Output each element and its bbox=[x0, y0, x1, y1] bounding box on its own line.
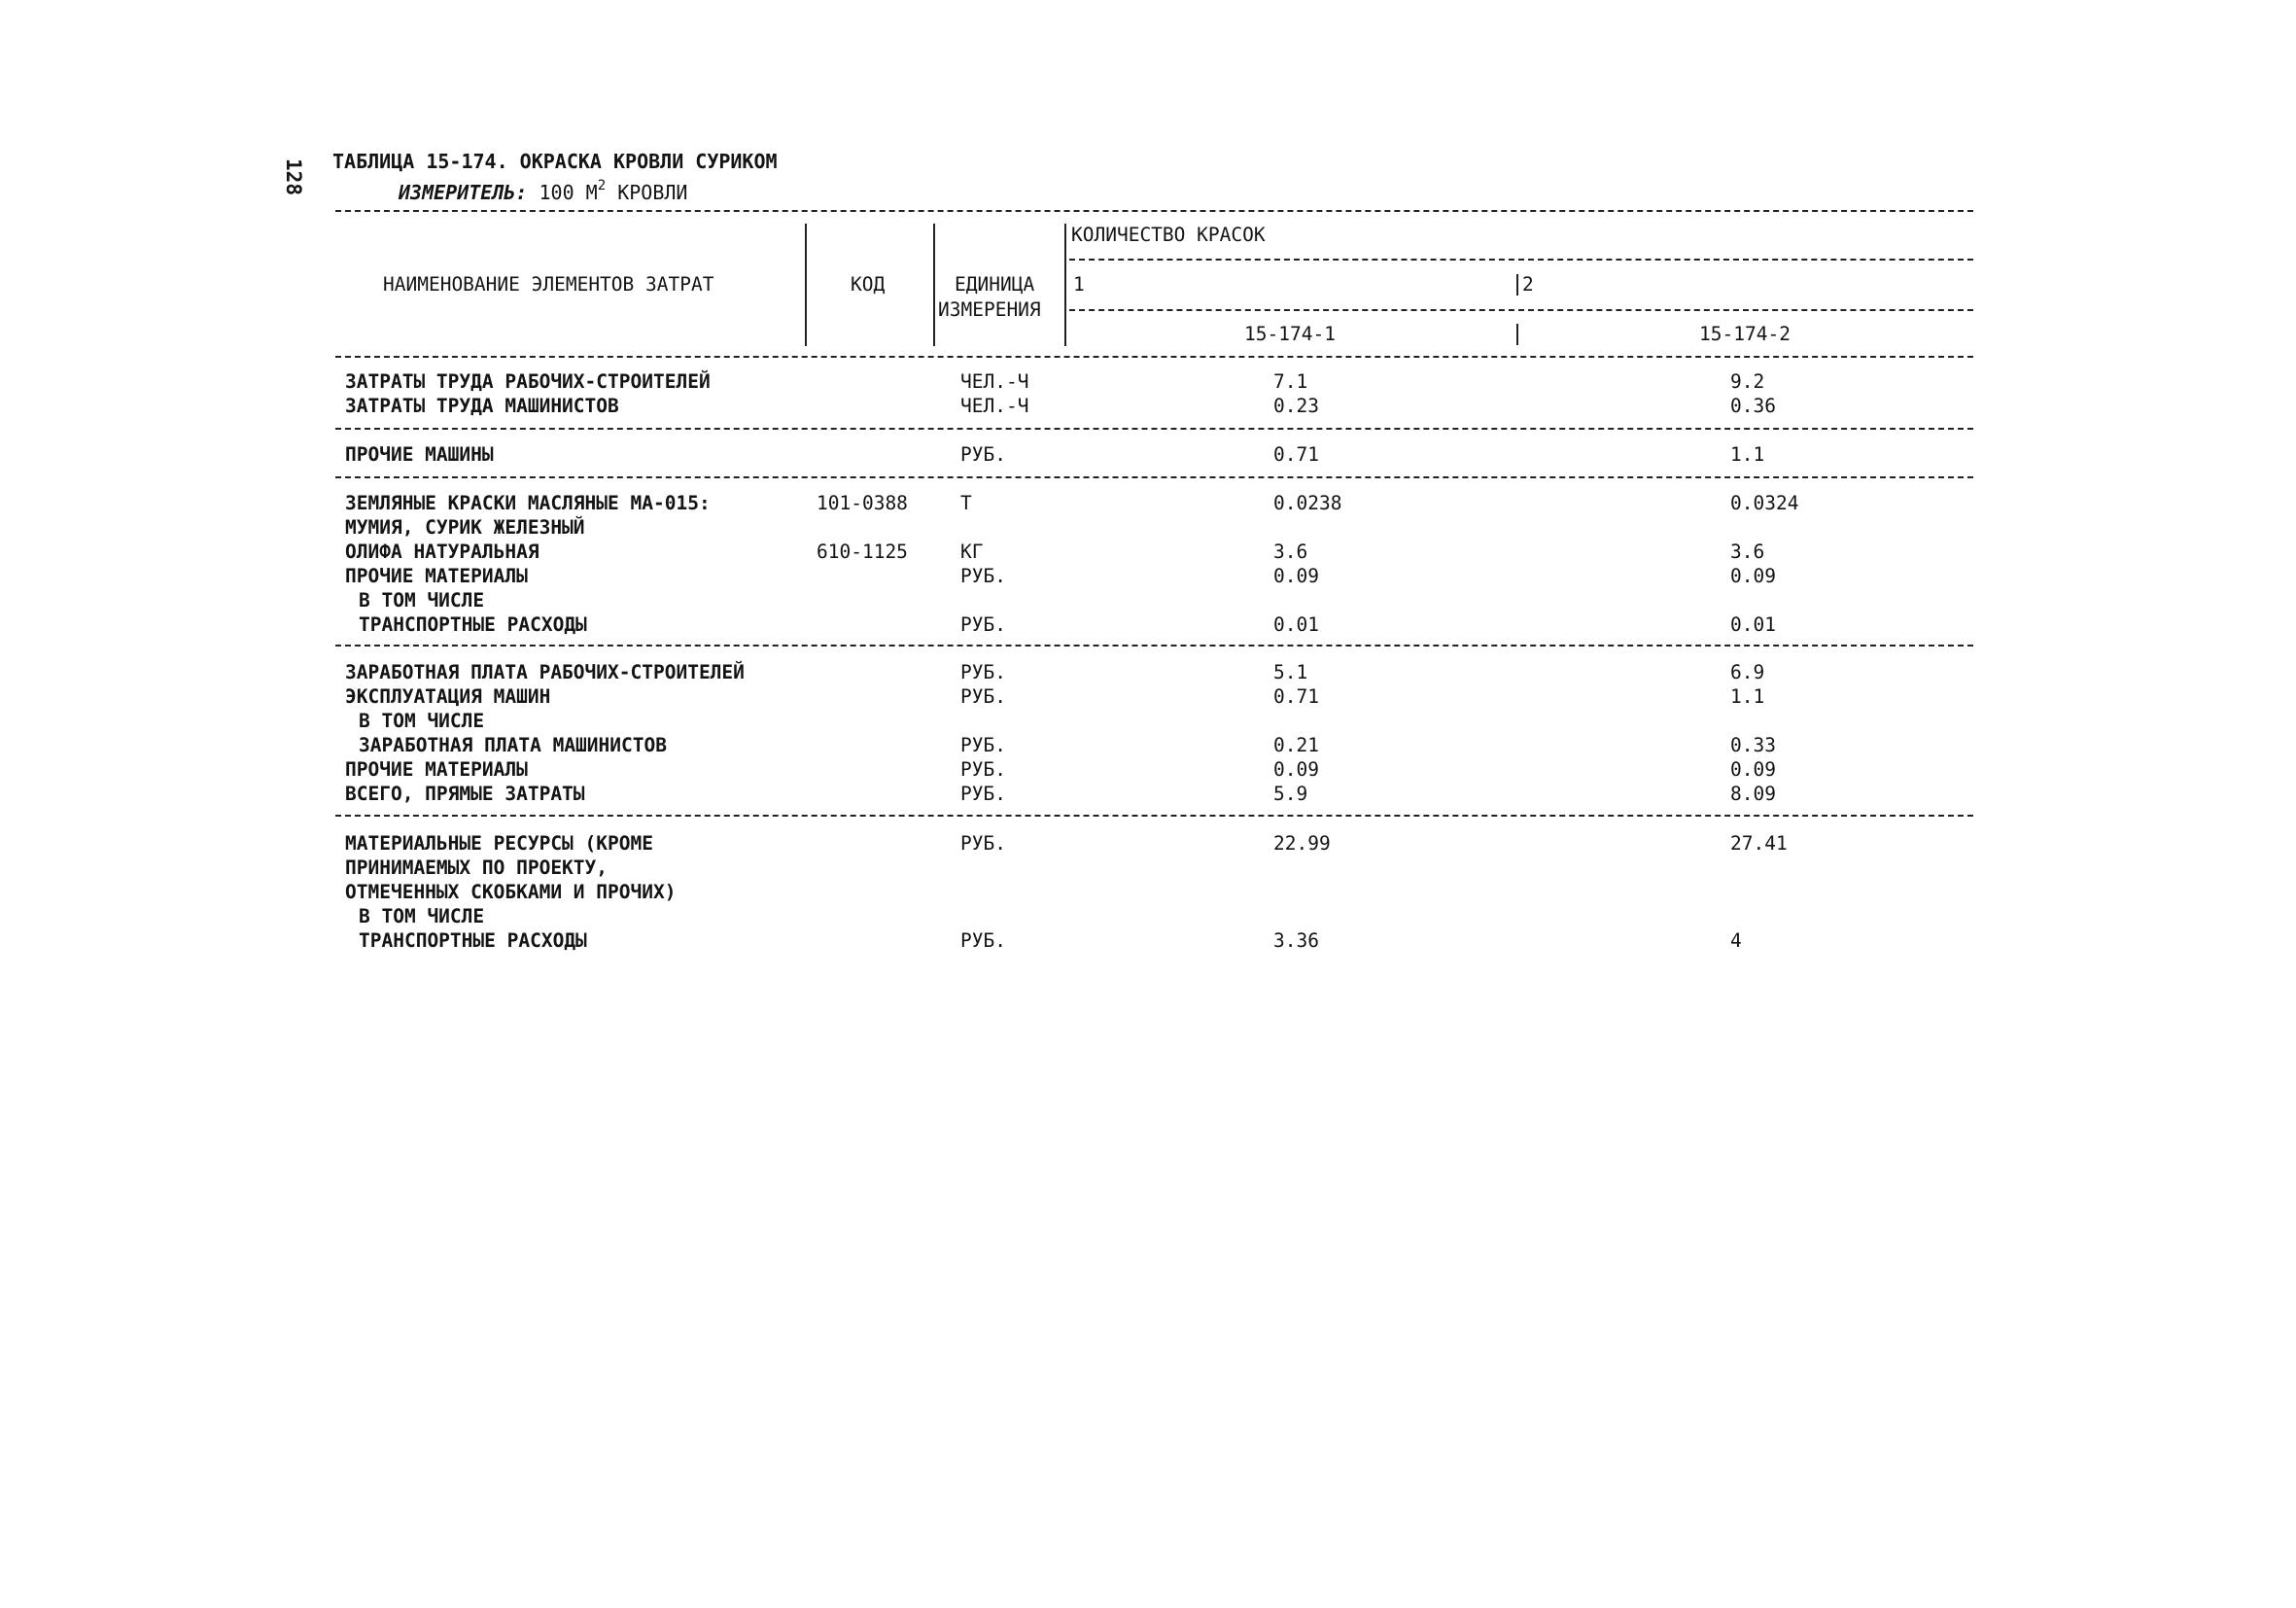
section-rule-3 bbox=[335, 645, 1973, 647]
row-name: МУМИЯ, СУРИК ЖЕЛЕЗНЫЙ bbox=[345, 516, 585, 539]
row-value-1: 5.9 bbox=[1273, 783, 1308, 805]
row-name: ЗАТРАТЫ ТРУДА МАШИНИСТОВ bbox=[345, 395, 619, 417]
row-name: ПРОЧИЕ МАТЕРИАЛЫ bbox=[345, 565, 528, 587]
header-unit-col-line2: ИЗМЕРЕНИЯ bbox=[938, 298, 1041, 321]
row-name: ПРОЧИЕ МАТЕРИАЛЫ bbox=[345, 758, 528, 781]
table-title: ТАБЛИЦА 15-174. ОКРАСКА КРОВЛИ СУРИКОМ bbox=[332, 150, 778, 173]
row-unit: ЧЕЛ.-Ч bbox=[960, 370, 1029, 393]
header-name-col: НАИМЕНОВАНИЕ ЭЛЕМЕНТОВ ЗАТРАТ bbox=[383, 273, 714, 296]
row-name: ОЛИФА НАТУРАЛЬНАЯ bbox=[345, 541, 539, 563]
row-value-2: 0.33 bbox=[1730, 734, 1776, 756]
row-value-1: 0.71 bbox=[1273, 443, 1319, 466]
row-value-1: 0.09 bbox=[1273, 565, 1319, 587]
measure-value: 100 М bbox=[539, 181, 598, 204]
row-unit: РУБ. bbox=[960, 565, 1006, 587]
header-code2: 15-174-2 bbox=[1699, 323, 1791, 345]
row-value-1: 5.1 bbox=[1273, 661, 1308, 683]
header-bottom-rule bbox=[335, 356, 1973, 358]
row-name: ПРОЧИЕ МАШИНЫ bbox=[345, 443, 494, 466]
header-group: КОЛИЧЕСТВО КРАСОК bbox=[1071, 224, 1266, 246]
row-value-1: 0.09 bbox=[1273, 758, 1319, 781]
section-rule-2 bbox=[335, 476, 1973, 478]
row-value-2: 4 bbox=[1730, 929, 1742, 952]
header-code-col: КОД bbox=[851, 273, 886, 296]
row-value-2: 8.09 bbox=[1730, 783, 1776, 805]
row-value-2: 0.09 bbox=[1730, 565, 1776, 587]
row-value-2: 3.6 bbox=[1730, 541, 1765, 563]
row-name: ОТМЕЧЕННЫХ СКОБКАМИ И ПРОЧИХ) bbox=[345, 881, 677, 903]
row-value-2: 0.36 bbox=[1730, 395, 1776, 417]
row-name: ЗАРАБОТНАЯ ПЛАТА МАШИНИСТОВ bbox=[359, 734, 667, 756]
row-value-2: 0.09 bbox=[1730, 758, 1776, 781]
row-value-1: 0.23 bbox=[1273, 395, 1319, 417]
row-name: В ТОМ ЧИСЛЕ bbox=[359, 589, 485, 612]
row-unit: РУБ. bbox=[960, 758, 1006, 781]
row-unit: ЧЕЛ.-Ч bbox=[960, 395, 1029, 417]
section-rule-4 bbox=[335, 815, 1973, 817]
row-value-2: 1.1 bbox=[1730, 685, 1765, 708]
page-number: 128 bbox=[282, 158, 305, 195]
header-vbar-5 bbox=[1516, 324, 1518, 345]
row-name: ЗЕМЛЯНЫЕ КРАСКИ МАСЛЯНЫЕ МА-015: bbox=[345, 492, 711, 514]
row-value-1: 0.71 bbox=[1273, 685, 1319, 708]
header-sub1: 1 bbox=[1073, 273, 1085, 296]
row-value-1: 3.6 bbox=[1273, 541, 1308, 563]
header-sub2: 2 bbox=[1522, 273, 1534, 296]
row-value-2: 1.1 bbox=[1730, 443, 1765, 466]
row-value-2: 27.41 bbox=[1730, 832, 1788, 855]
table-top-rule bbox=[335, 210, 1973, 212]
row-unit: РУБ. bbox=[960, 783, 1006, 805]
row-name: МАТЕРИАЛЬНЫЕ РЕСУРСЫ (КРОМЕ bbox=[345, 832, 653, 855]
row-value-2: 0.0324 bbox=[1730, 492, 1799, 514]
measure-sup: 2 bbox=[597, 178, 607, 193]
header-vbar-4 bbox=[1516, 274, 1518, 296]
row-name: ЗАРАБОТНАЯ ПЛАТА РАБОЧИХ-СТРОИТЕЛЕЙ bbox=[345, 661, 745, 683]
row-name: В ТОМ ЧИСЛЕ bbox=[359, 710, 485, 732]
row-value-1: 22.99 bbox=[1273, 832, 1331, 855]
row-value-1: 3.36 bbox=[1273, 929, 1319, 952]
row-unit: РУБ. bbox=[960, 832, 1006, 855]
row-unit: РУБ. bbox=[960, 613, 1006, 636]
header-unit-col-line1: ЕДИНИЦА bbox=[955, 273, 1035, 296]
measure-label: ИЗМЕРИТЕЛЬ: bbox=[399, 181, 528, 204]
measure-line bbox=[399, 173, 687, 205]
row-value-1: 7.1 bbox=[1273, 370, 1308, 393]
row-name: ЗАТРАТЫ ТРУДА РАБОЧИХ-СТРОИТЕЛЕЙ bbox=[345, 370, 711, 393]
row-unit: РУБ. bbox=[960, 661, 1006, 683]
row-value-2: 0.01 bbox=[1730, 613, 1776, 636]
row-name: В ТОМ ЧИСЛЕ bbox=[359, 905, 485, 927]
measure-unit: КРОВЛИ bbox=[617, 181, 688, 204]
row-code: 101-0388 bbox=[817, 492, 908, 514]
section-rule-1 bbox=[335, 428, 1973, 430]
row-unit: РУБ. bbox=[960, 734, 1006, 756]
row-code: 610-1125 bbox=[817, 541, 908, 563]
row-name: ВСЕГО, ПРЯМЫЕ ЗАТРАТЫ bbox=[345, 783, 585, 805]
row-value-2: 6.9 bbox=[1730, 661, 1765, 683]
group-rule bbox=[1069, 259, 1973, 261]
header-vbar-2 bbox=[933, 224, 935, 346]
row-name: ПРИНИМАЕМЫХ ПО ПРОЕКТУ, bbox=[345, 856, 609, 879]
row-unit: РУБ. bbox=[960, 929, 1006, 952]
header-code1: 15-174-1 bbox=[1244, 323, 1336, 345]
row-name: ТРАНСПОРТНЫЕ РАСХОДЫ bbox=[359, 613, 587, 636]
row-name: ЭКСПЛУАТАЦИЯ МАШИН bbox=[345, 685, 551, 708]
header-vbar-3 bbox=[1064, 224, 1066, 346]
sub-rule bbox=[1069, 309, 1973, 311]
row-unit: РУБ. bbox=[960, 443, 1006, 466]
row-value-1: 0.01 bbox=[1273, 613, 1319, 636]
header-vbar-1 bbox=[805, 224, 807, 346]
row-unit: РУБ. bbox=[960, 685, 1006, 708]
row-value-1: 0.0238 bbox=[1273, 492, 1342, 514]
row-value-1: 0.21 bbox=[1273, 734, 1319, 756]
row-value-2: 9.2 bbox=[1730, 370, 1765, 393]
row-unit: Т bbox=[960, 492, 972, 514]
row-unit: КГ bbox=[960, 541, 984, 563]
row-name: ТРАНСПОРТНЫЕ РАСХОДЫ bbox=[359, 929, 587, 952]
